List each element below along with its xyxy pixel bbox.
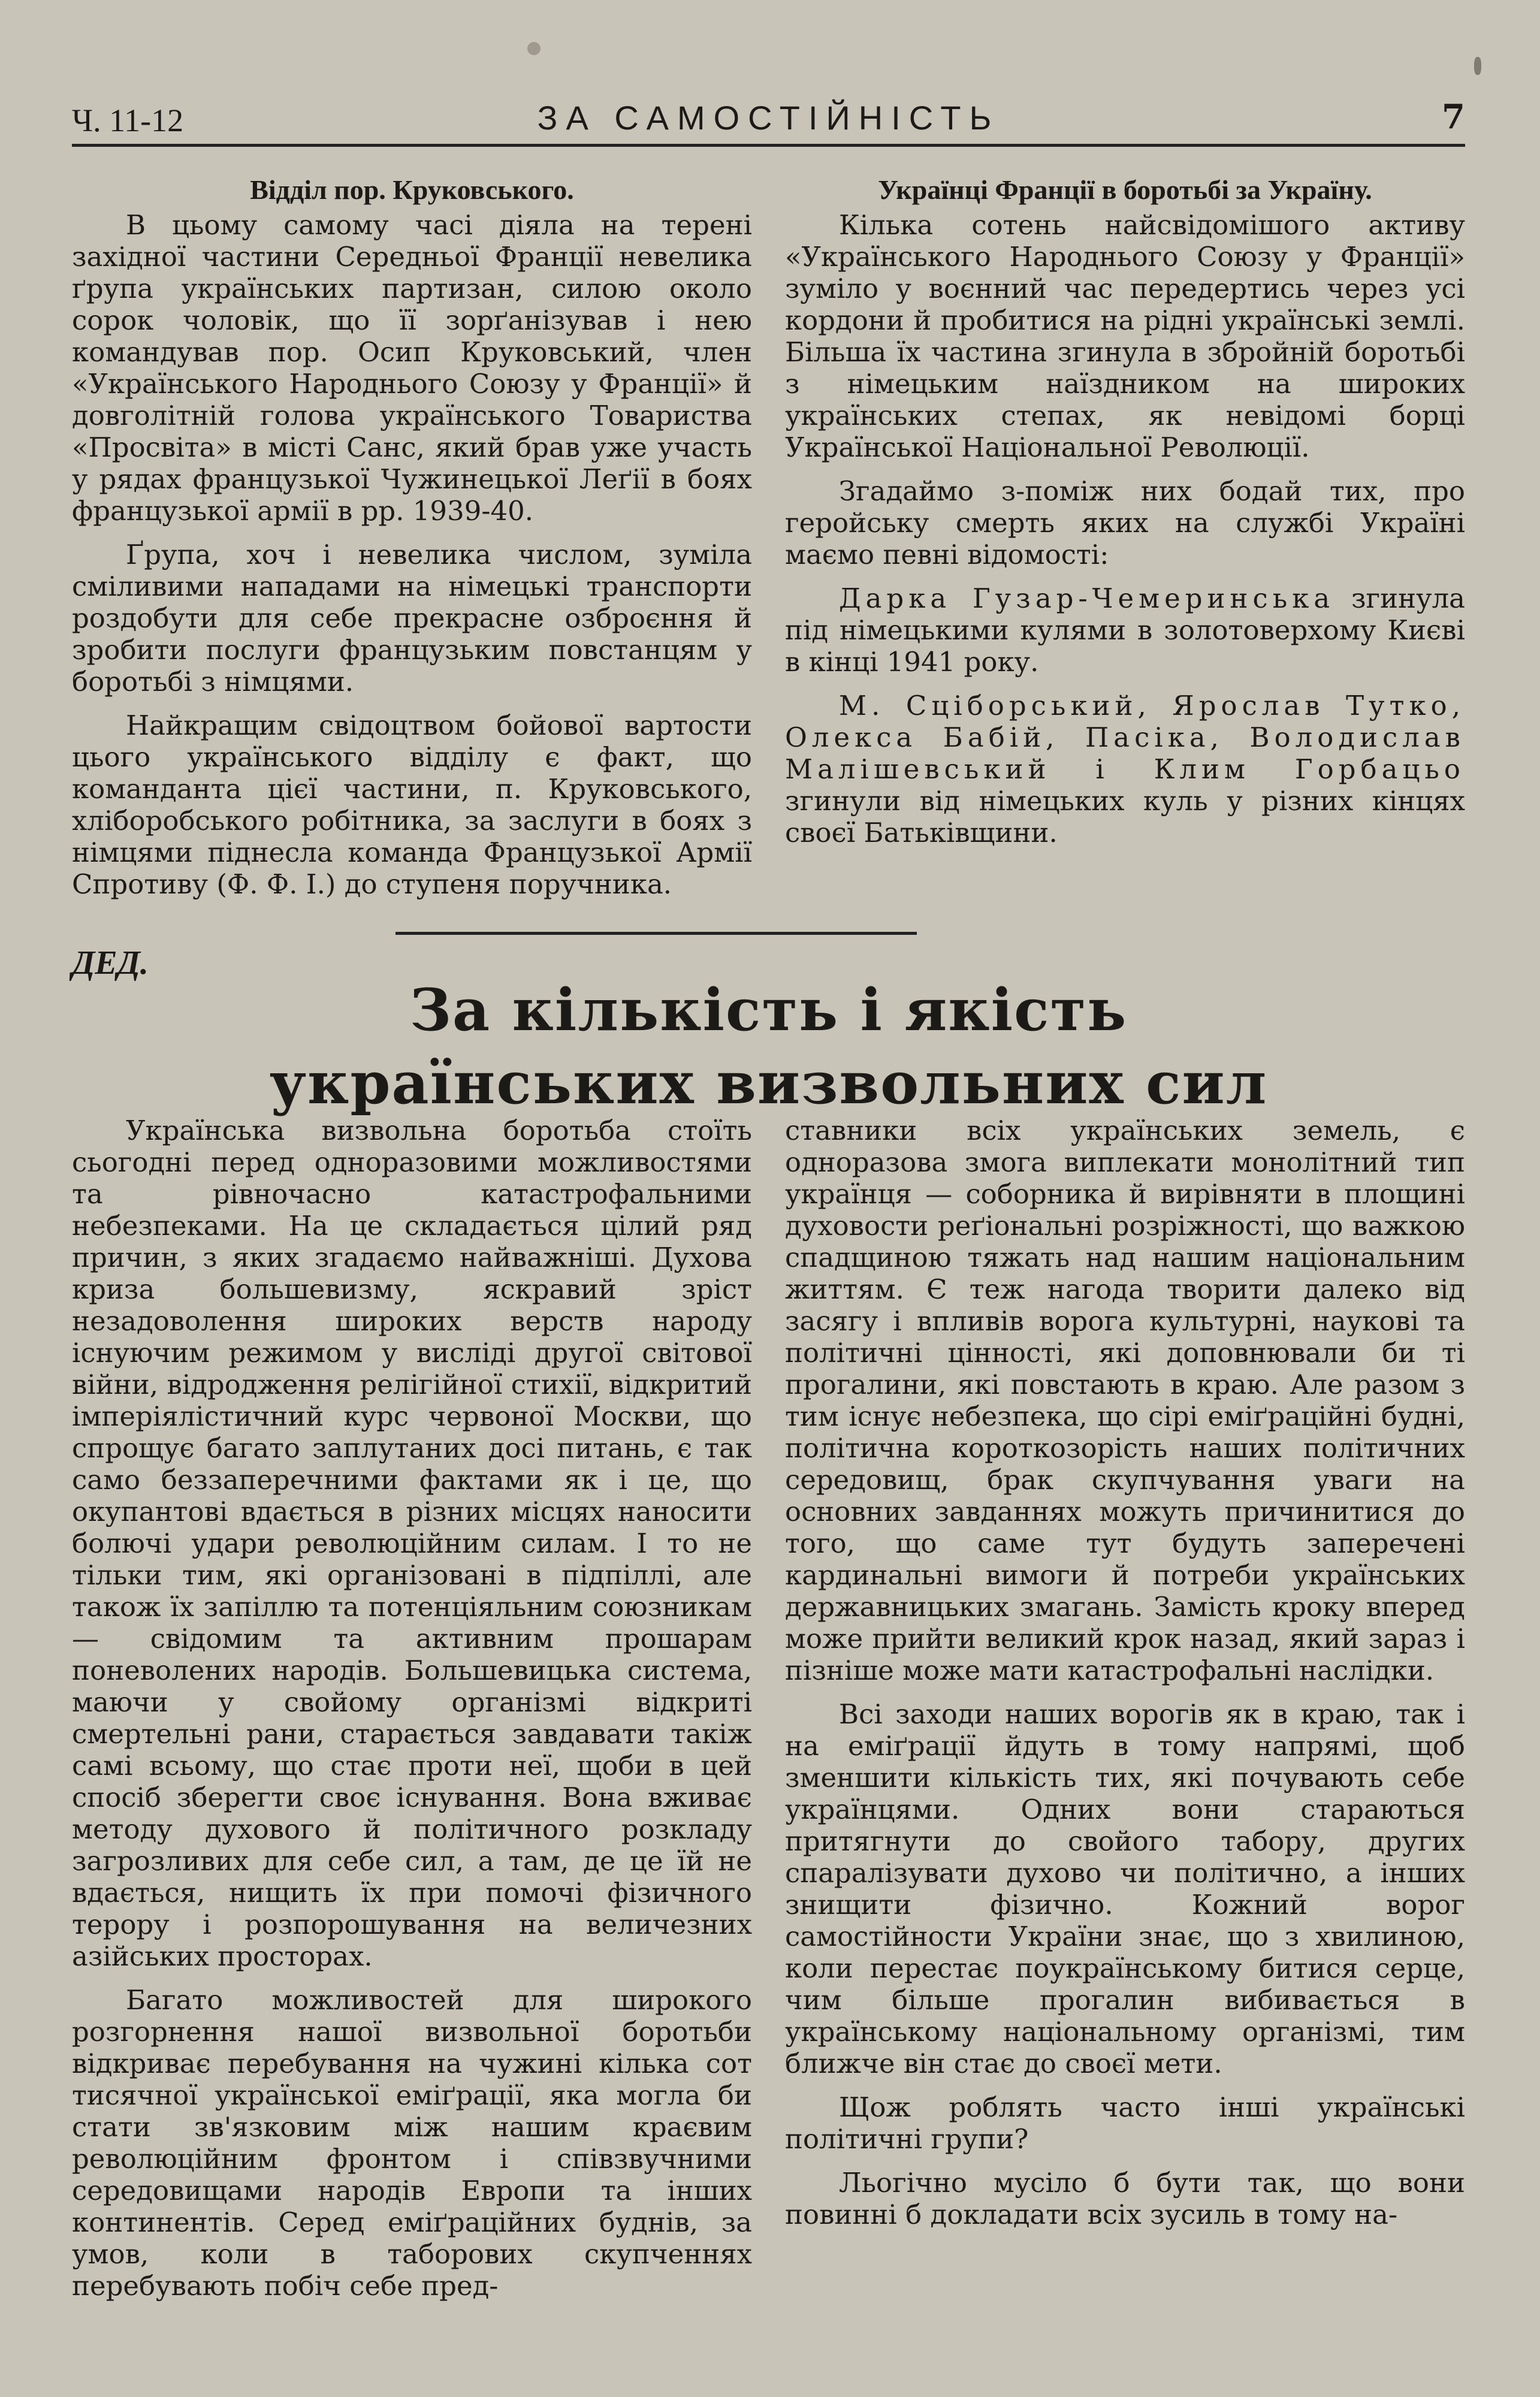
paragraph-text: згинули від німецьких куль у різних кінцях своєї Батьківщини. xyxy=(785,785,1465,849)
person-name: Дарка Гузар-Чемеринська xyxy=(839,582,1335,614)
issue-number: Ч. 11-12 xyxy=(72,102,184,138)
paragraph: Ґрупа, хоч і невелика числом, зуміла сміливими нападами на німецькі транспорти роздобути для себе прекрасне озброєння й зробити послуги французьким повстанцям у боротьбі з німцями. xyxy=(72,539,752,698)
paper-stain xyxy=(1474,57,1481,75)
paragraph: Українська визвольна боротьба стоїть сьогодні перед одноразовими можливостями та рівночасно катастрофальними небезпеками. На це складається цілий ряд причин, з яких згадаємо найважніші. Духова криза большевизму, яскравий зріст незадоволення широких верств народу існуючим режимом у висліді другої світової війни, відродження релігійної стихії, відкритий імперіялістичний курс червоної Москви, що спрощує багато заплутаних досі питань, є так само беззаперечними фактами як і це, що окупантові вдається в різних місцях наносити болючі удари революційним силам. І то не тільки тим, які організовані в підпіллі, але також їх запіллю та потенціяльним союзникам — свідомим та активним прошарам поневолених народів. Большевицька система, маючи у свойому організмі відкриті смертельні рани, старається завдавати такіж самі всьому, що стає проти неї, щоби в цей спосіб зберегти своє існування. Вона вживає методу духового й політичного розкладу загрозливих для себе сил, а там, де це їй не вдається, нищить їх при помочі фізичного терору і розпорошування на величезних азійських просторах. xyxy=(72,1115,752,1972)
title-line: За кількість і якість xyxy=(409,976,1128,1044)
page-header xyxy=(72,90,1465,147)
paragraph: Багато можливостей для широкого розгорнення нашої визвольної боротьби відкриває перебування на чужині кілька сот тисячної української еміґрації, яка могла би стати зв'язковим між нашим краєвим революційним фронтом і співзвучними середовищами народів Европи та інших континентів. Серед еміґраційних буднів, за умов, коли в таборових скупченнях перебувають побіч себе пред- xyxy=(72,1984,752,2302)
paragraph-text: згинула під німецькими кулями в золотоверхому Києві в кінці 1941 року. xyxy=(785,582,1465,678)
paragraph: ставники всіх українських земель, є одноразова змога виплекати монолітний тип українця — соборника й вирівняти в площині духовости реґіональні розріжності, що важкою спадщиною тяжать над нашим національним життям. Є теж нагода творити далеко від засягу і впливів ворога культурні, наукові та політичні цінності, які доповнювали би ті прогалини, які повстають в краю. Але разом з тим існує небезпека, що сірі еміґраційні будні, політична короткозорість наших політичних середовищ, брак скупчування уваги на основних завданнях можуть причинитися до того, що саме тут будуть заперечені кардинальні вимоги й потреби українських державницьких змагань. Замість кроку вперед може прийти великий крок назад, який зараз і пізніше може мати катастрофальні наслідки. xyxy=(785,1115,1465,1686)
paragraph: В цьому самому часі діяла на терені західної частини Середньої Франції невелика ґрупа українських партизан, силою около сорок чоловік, що її зорґанізував і нею командував пор. Осип Круковський, член «Українського Народнього Союзу у Франції» й довголітній голова українського Товариства «Просвіта» в місті Санс, який брав уже участь у рядах французької Чужинецької Леґії в боях французької армії в рр. 1939-40. xyxy=(72,209,752,527)
column-top-right xyxy=(785,174,1465,861)
title-line: українських визвольних сил xyxy=(269,1049,1268,1117)
article-author: ДЕД. xyxy=(72,944,149,982)
masthead: ЗА САМОСТІЙНІСТЬ xyxy=(537,99,1000,137)
page-number: 7 xyxy=(1442,97,1465,137)
paragraph: Щож роблять часто інші українські політичні групи? xyxy=(785,2091,1465,2155)
paragraph xyxy=(785,582,1465,678)
article-title xyxy=(72,974,1465,1120)
paragraph: Льогічно мусіло б бути так, що вони повинні б докладати всіх зусиль в тому на- xyxy=(785,2167,1465,2230)
section-divider xyxy=(395,932,917,935)
paragraph: Кілька сотень найсвідомішого активу «Українського Народнього Союзу у Франції» зуміло у воєнний час передертись через усі кордони й пробитися на рідні українські землі. Більша їх частина згинула в збройній боротьбі з німецьким наїздником на широких українських степах, як невідомі борці Української Національної Революції. xyxy=(785,209,1465,463)
column-bottom-left xyxy=(72,1115,752,2314)
section-heading: Українці Франції в боротьбі за Україну. xyxy=(878,174,1372,205)
paper-stain xyxy=(527,42,540,55)
column-top-left xyxy=(72,174,752,912)
paragraph: Згадаймо з-поміж них бодай тих, про геройську смерть яких на службі Україні маємо певні відомості: xyxy=(785,475,1465,570)
person-names: М. Сціборський, Ярослав Тутко, Олекса Бабій, Пасіка, Володислав Малішевський і Клим Горбацьо xyxy=(785,690,1465,785)
paragraph xyxy=(785,690,1465,849)
paragraph: Найкращим свідоцтвом бойової вартости цього українського відділу є факт, що команданта цієї частини, п. Круковського, хліборобського робітника, за заслуги в боях з німцями піднесла команда Французької Армії Спротиву (Ф. Ф. І.) до ступеня поручника. xyxy=(72,710,752,900)
paragraph: Всі заходи наших ворогів як в краю, так і на еміґрації йдуть в тому напрямі, щоб зменшити кількість тих, які почувають себе українцями. Одних вони стараються притягнути до свойого табору, других спаралізувати духово чи політично, а інших знищити фізично. Кожний ворог самостійности України знає, що з хвилиною, коли перестає поукраїнському битися серце, чим більше прогалин вибивається в українському національному організмі, тим ближче він стає до своєї мети. xyxy=(785,1698,1465,2079)
column-bottom-right xyxy=(785,1115,1465,2242)
section-heading: Відділ пор. Круковського. xyxy=(250,174,574,205)
